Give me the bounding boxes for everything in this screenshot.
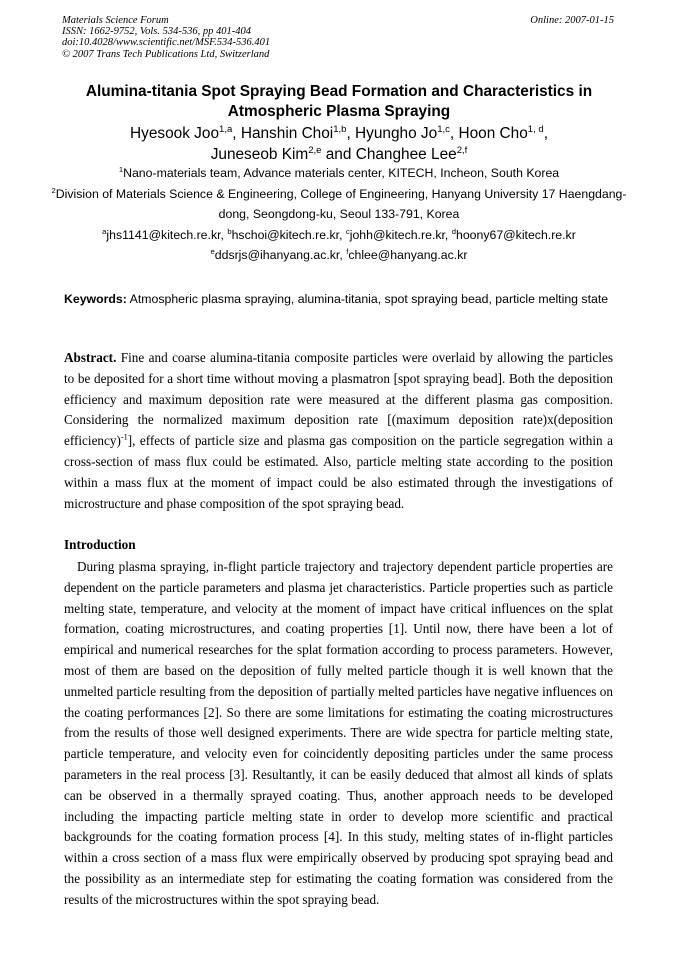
keywords-text: Atmospheric plasma spraying, alumina-titania, spot spraying bead, particle melting state — [129, 292, 609, 306]
email-link[interactable]: $^b$hschoi@kitech.re.kr — [227, 226, 340, 242]
abstract-section — [64, 348, 613, 514]
email-line-2: $^e$ddsrjs@ihanyang.ac.kr, $^f$chlee@hanyang.ac.kr — [210, 246, 468, 262]
paper-title: Alumina-titania Spot Spraying Bead Formation and Characteristics in Atmospheric Plasma Spraying — [85, 83, 593, 120]
author: Juneseob Kim$^{2,e}$ — [210, 144, 322, 163]
journal-header — [62, 15, 270, 60]
email-link[interactable]: $^e$ddsrjs@ihanyang.ac.kr — [210, 246, 340, 262]
keywords-label: Keywords: — [64, 292, 127, 306]
keywords-section — [64, 289, 613, 309]
author: Hoon Cho$^{1, d}$ — [458, 123, 544, 142]
author: Hyesook Joo$^{1,a}$ — [130, 123, 233, 142]
abstract-label: Abstract. — [64, 350, 117, 365]
doi-line: doi:10.4028/www.scientific.net/MSF.534-536.401 — [62, 37, 271, 49]
journal-name: Materials Science Forum — [62, 15, 169, 26]
author: Changhee Lee$^{2,f}$ — [355, 144, 468, 163]
author: Hanshin Choi$^{1,b}$ — [240, 123, 347, 142]
abstract-superscript: -1 — [120, 432, 128, 442]
abstract-text-cont: ], effects of particle size and plasma gas composition on the particle segregation within a cross-section of mass flux could be estimated. Also, particle melting state according to the position within a mass flux at the moment of impact could be also estimated through the investigations of microstructure and phase composition of the spot spraying bead. — [64, 433, 613, 511]
author-list: Hyesook Joo$^{1,a}$, Hanshin Choi$^{1,b}$, Hyungho Jo$^{1,c}$, Hoon Cho$^{1, d}$, Juneseob Kim$^{2,e}$ and Changhee Lee$^{2,f}$ — [130, 123, 548, 163]
issn-line: ISSN: 1662-9752, Vols. 534-536, pp 401-404 — [62, 26, 251, 38]
copyright-line: © 2007 Trans Tech Publications Ltd, Switzerland — [62, 48, 270, 60]
online-date: Online: 2007-01-15 — [530, 15, 614, 26]
email-line-1: $^a$jhs1141@kitech.re.kr, $^b$hschoi@kitech.re.kr, $^c$johh@kitech.re.kr, $^d$hoony67@kitech.re.kr — [102, 226, 576, 242]
email-link[interactable]: $^c$johh@kitech.re.kr — [345, 226, 445, 242]
email-link[interactable]: $^d$hoony67@kitech.re.kr — [451, 226, 576, 242]
affiliation-1: $^1$Nano-materials team, Advance materials center, KITECH, Incheon, South Korea — [118, 164, 560, 180]
introduction-heading: Introduction — [64, 537, 136, 552]
affiliations — [40, 163, 638, 266]
email-link[interactable]: $^a$jhs1141@kitech.re.kr — [102, 226, 221, 242]
introduction-text: During plasma spraying, in-flight particle trajectory and trajectory dependent particle properties are dependent on the particle parameters and plasma jet characteristics. Particle properties such as particle melting state, temperature, and velocity at the moment of impact have critical influences on the splat formation, coating microstructures, and coating properties [1]. Until now, there have been a lot of empirical and numerical researches for the splat formation according to process parameters. However, most of them are based on the deposition of fully melted particle though it is well known that the unmelted particle resulting from the deposition of partially melted particles have negative influences on the coating performances [2]. So there are some limitations for estimating the coating microstructures from the results of those well designed experiments. There are wide spectra for particle melting state, particle temperature, and velocity even for coincidently depositing particles under the same process parameters in the real process [3]. Resultantly, it can be easily deduced that almost all kinds of splats can be observed in a thermally sprayed coating. Thus, another approach needs to be developed including the impacting particle melting state in order to develop more scientific and practical backgrounds for the coating formation process [4]. In this study, melting states of in-flight particles within a cross section of a mass flux were empirically observed by producing spot spraying bead and the possibility as an intermediate step for estimating the coating formation was considered from the results of the microstructures within the spot spraying bead. — [64, 559, 613, 907]
author: Hyungho Jo$^{1,c}$ — [355, 123, 450, 142]
abstract-text: Fine and coarse alumina-titania composite particles were overlaid by allowing the particles to be deposited for a short time without moving a plasmatron [spot spraying bead]. Both the deposition efficiency and maximum deposition rate were measured at the different plasma gas composition. Considering the normalized maximum deposition rate [(maximum deposition rate)x(deposition efficiency) — [64, 350, 614, 449]
affiliation-2: $^2$Division of Materials Science & Engineering, College of Engineering, Hanyang University 17 Haengdang-dong, Seongdong-ku, Seoul 133-791, Korea — [51, 185, 627, 221]
email-link[interactable]: $^f$chlee@hanyang.ac.kr — [346, 246, 468, 262]
